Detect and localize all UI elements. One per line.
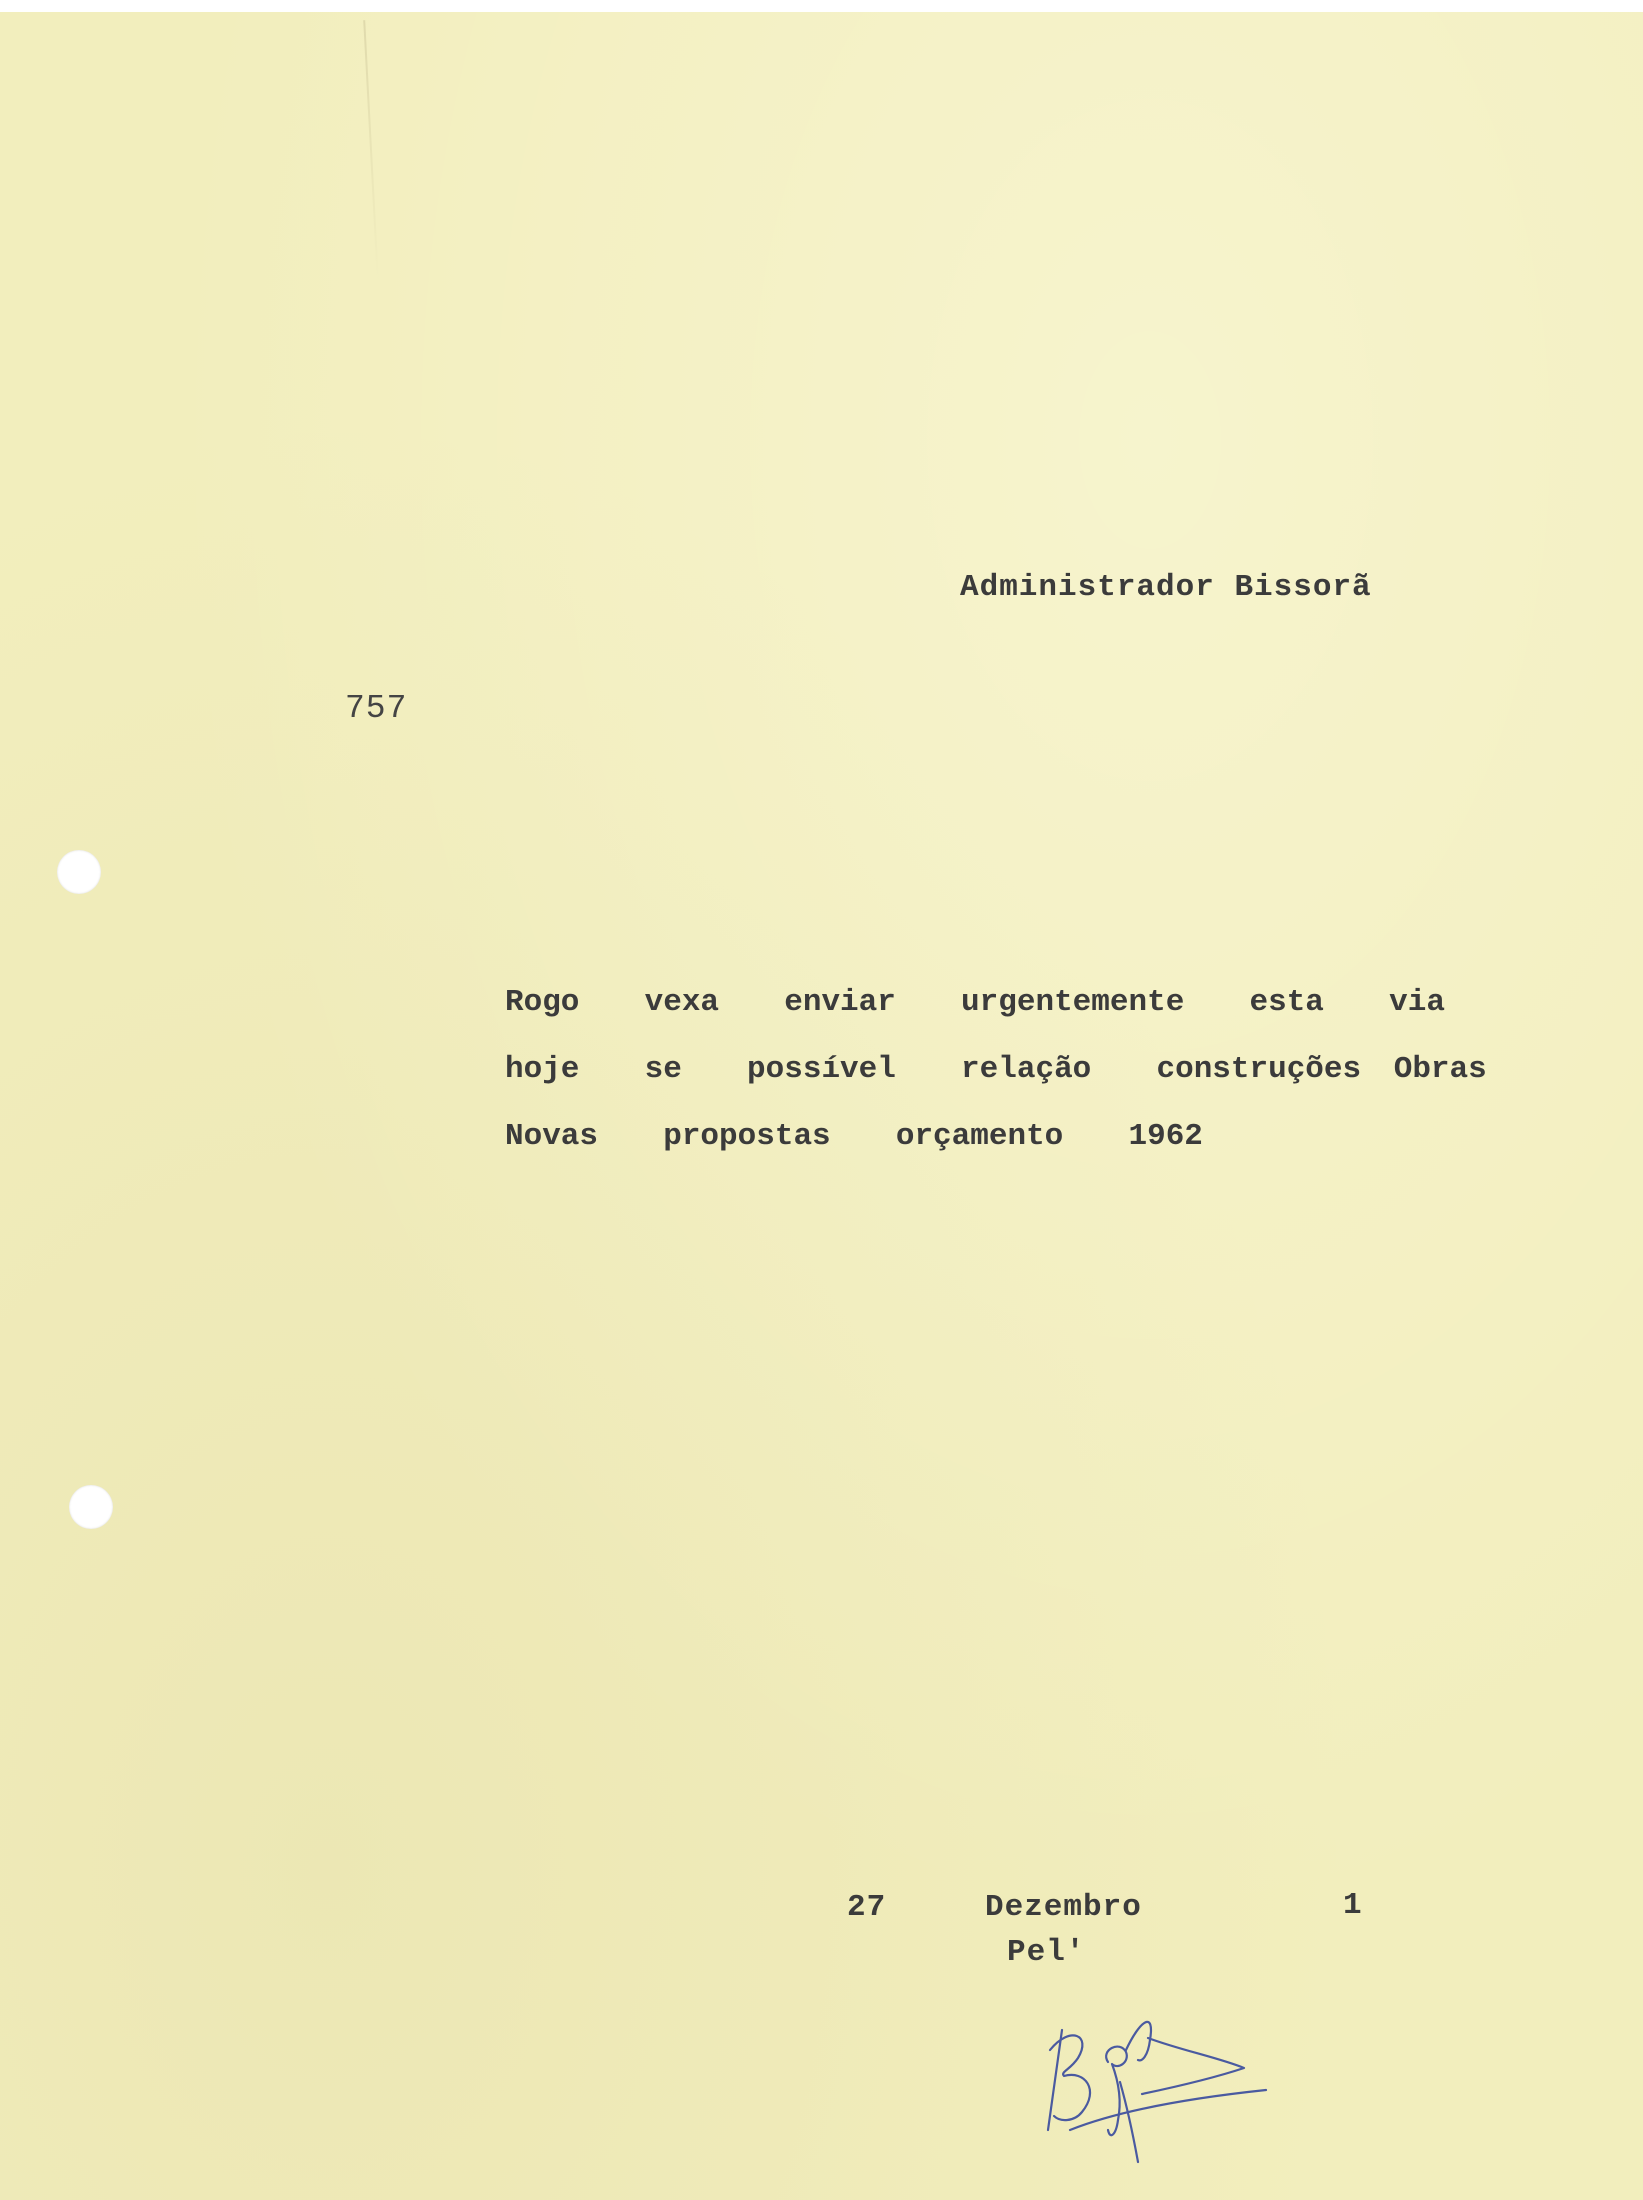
- paper-crease: [363, 20, 379, 280]
- message-body: [505, 985, 1487, 1186]
- punch-hole: [57, 850, 101, 894]
- date-day: 27: [847, 1890, 887, 1925]
- message-line: hoje se possível relação construções Obras: [505, 1052, 1487, 1087]
- recipient-line: Administrador Bissorã: [960, 570, 1372, 605]
- handwritten-signature-icon: [1030, 1990, 1280, 2170]
- reference-number: 757: [345, 690, 408, 727]
- message-line: Novas propostas orçamento 1962: [505, 1119, 1203, 1154]
- scan-top-edge: [0, 0, 1643, 12]
- message-line: Rogo vexa enviar urgentemente esta via: [505, 985, 1445, 1020]
- date-year: 1: [1343, 1888, 1363, 1923]
- date-month: Dezembro: [985, 1890, 1142, 1925]
- punch-hole: [69, 1485, 113, 1529]
- per-label: Pel': [1007, 1935, 1086, 1970]
